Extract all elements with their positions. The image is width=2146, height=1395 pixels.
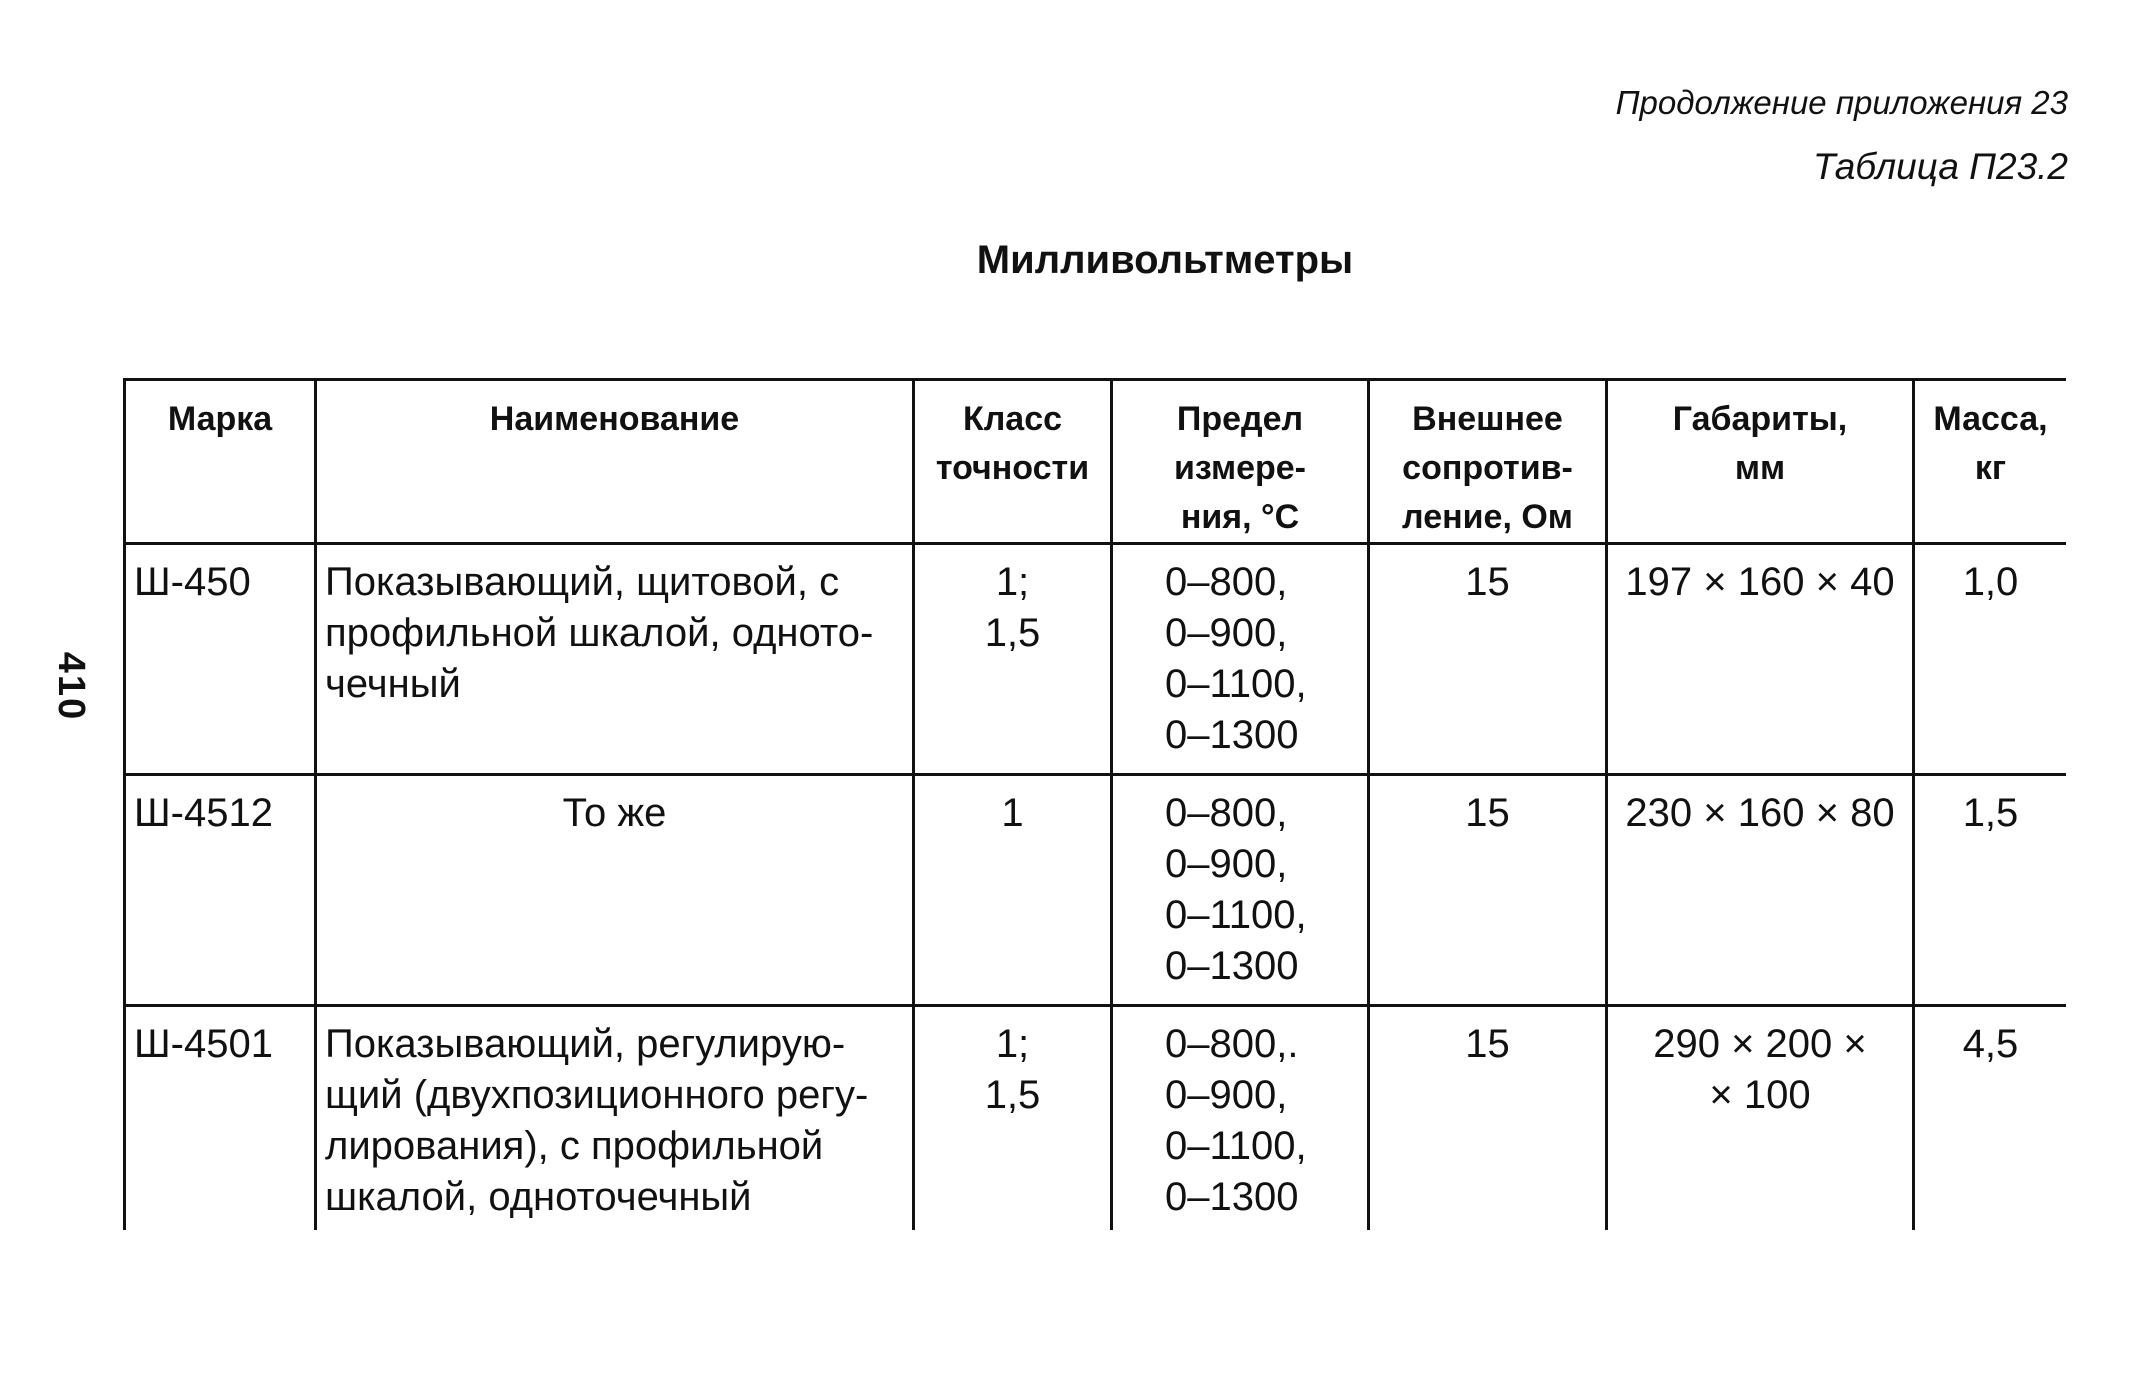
- cell-limit: [1112, 775, 1369, 1006]
- cell-mark: Ш-450: [125, 544, 316, 775]
- cell-line: 1;: [995, 1022, 1030, 1066]
- cell-line: 0–800,.: [1165, 1022, 1299, 1066]
- cell-name: [316, 1006, 914, 1231]
- col-header-limit: [1112, 380, 1369, 544]
- cell-line: 0–1100,: [1165, 893, 1307, 937]
- cell-line: чечный: [325, 662, 461, 706]
- header-line: мм: [1734, 449, 1786, 487]
- col-header-resistance: [1369, 380, 1607, 544]
- cell-line: лирования), с профильной: [325, 1124, 824, 1168]
- cell-line: 1,5: [984, 611, 1041, 655]
- cell-resistance: 15: [1369, 1006, 1607, 1231]
- cell-line: 0–900,: [1165, 611, 1288, 655]
- cell-line: щий (двухпозиционного регу-: [325, 1073, 869, 1117]
- continuation-note: Продолжение приложения 23: [1615, 84, 2068, 121]
- cell-line: 1: [1001, 791, 1024, 835]
- cell-line: Показывающий, щитовой, с: [325, 560, 840, 604]
- cell-line: 0–1100,: [1165, 1124, 1307, 1168]
- cell-line: 0–1300: [1165, 1175, 1299, 1219]
- header-line: Внешнее: [1412, 400, 1563, 438]
- header-line: Предел: [1176, 400, 1304, 438]
- cell-line: 0–1300: [1165, 713, 1299, 757]
- header-line: ление, Ом: [1402, 498, 1573, 536]
- cell-line: 1;: [995, 560, 1030, 604]
- header-line: Марка: [167, 400, 273, 438]
- cell-line: 0–800,: [1165, 791, 1288, 835]
- cell-mark: Ш-4512: [125, 775, 316, 1006]
- cell-resistance: 15: [1369, 775, 1607, 1006]
- cell-line: × 100: [1709, 1073, 1811, 1117]
- cell-line: 290 × 200 ×: [1653, 1022, 1867, 1066]
- header-line: Наименование: [489, 400, 740, 438]
- cell-line: 0–800,: [1165, 560, 1288, 604]
- table-row: [125, 1006, 2067, 1231]
- cell-limit: [1112, 544, 1369, 775]
- cell-mass: 4,5: [1914, 1006, 2067, 1231]
- col-header-dimensions: [1607, 380, 1914, 544]
- col-header-mass: [1914, 380, 2067, 544]
- cell-dimensions: [1607, 1006, 1914, 1231]
- cell-line: 1,5: [984, 1073, 1041, 1117]
- header-line: Масса,: [1933, 400, 2048, 438]
- cell-mass: 1,5: [1914, 775, 2067, 1006]
- cell-mass: 1,0: [1914, 544, 2067, 775]
- col-header-mark: [125, 380, 316, 544]
- header-line: точности: [935, 449, 1090, 487]
- cell-line: 0–1300: [1165, 944, 1299, 988]
- header-line: измере-: [1173, 449, 1306, 487]
- cell-limit: [1112, 1006, 1369, 1231]
- header-line: сопротив-: [1402, 449, 1573, 487]
- header-line: кг: [1974, 449, 2007, 487]
- cell-line: профильной шкалой, одното-: [325, 611, 874, 655]
- millivoltmeter-table: [123, 378, 2066, 1230]
- table-row: [125, 775, 2067, 1006]
- page-title: Милливольтметры: [976, 238, 1354, 282]
- table-row: [125, 544, 2067, 775]
- header-line: ния, °С: [1180, 498, 1300, 536]
- col-header-name: [316, 380, 914, 544]
- cell-dimensions: [1607, 544, 1914, 775]
- cell-line: 0–1100,: [1165, 662, 1307, 706]
- cell-line: 0–900,: [1165, 842, 1288, 886]
- table-number: Таблица П23.2: [1812, 146, 2068, 187]
- cell-line: То же: [562, 791, 667, 835]
- cell-name: [316, 544, 914, 775]
- cell-line: 230 × 160 × 80: [1625, 791, 1895, 835]
- page-number: 410: [50, 651, 93, 722]
- table-container: [123, 378, 2066, 1230]
- header-line: Габариты,: [1672, 400, 1848, 438]
- cell-resistance: 15: [1369, 544, 1607, 775]
- header-line: Класс: [962, 400, 1063, 438]
- cell-accuracy: [914, 775, 1112, 1006]
- header-row: [125, 380, 2067, 544]
- cell-line: Показывающий, регулирую-: [325, 1022, 846, 1066]
- col-header-accuracy: [914, 380, 1112, 544]
- cell-name: [316, 775, 914, 1006]
- cell-line: 197 × 160 × 40: [1625, 560, 1895, 604]
- cell-accuracy: [914, 544, 1112, 775]
- cell-dimensions: [1607, 775, 1914, 1006]
- cell-line: шкалой, одноточечный: [325, 1175, 752, 1219]
- cell-line: 0–900,: [1165, 1073, 1288, 1117]
- cell-accuracy: [914, 1006, 1112, 1231]
- cell-mark: Ш-4501: [125, 1006, 316, 1231]
